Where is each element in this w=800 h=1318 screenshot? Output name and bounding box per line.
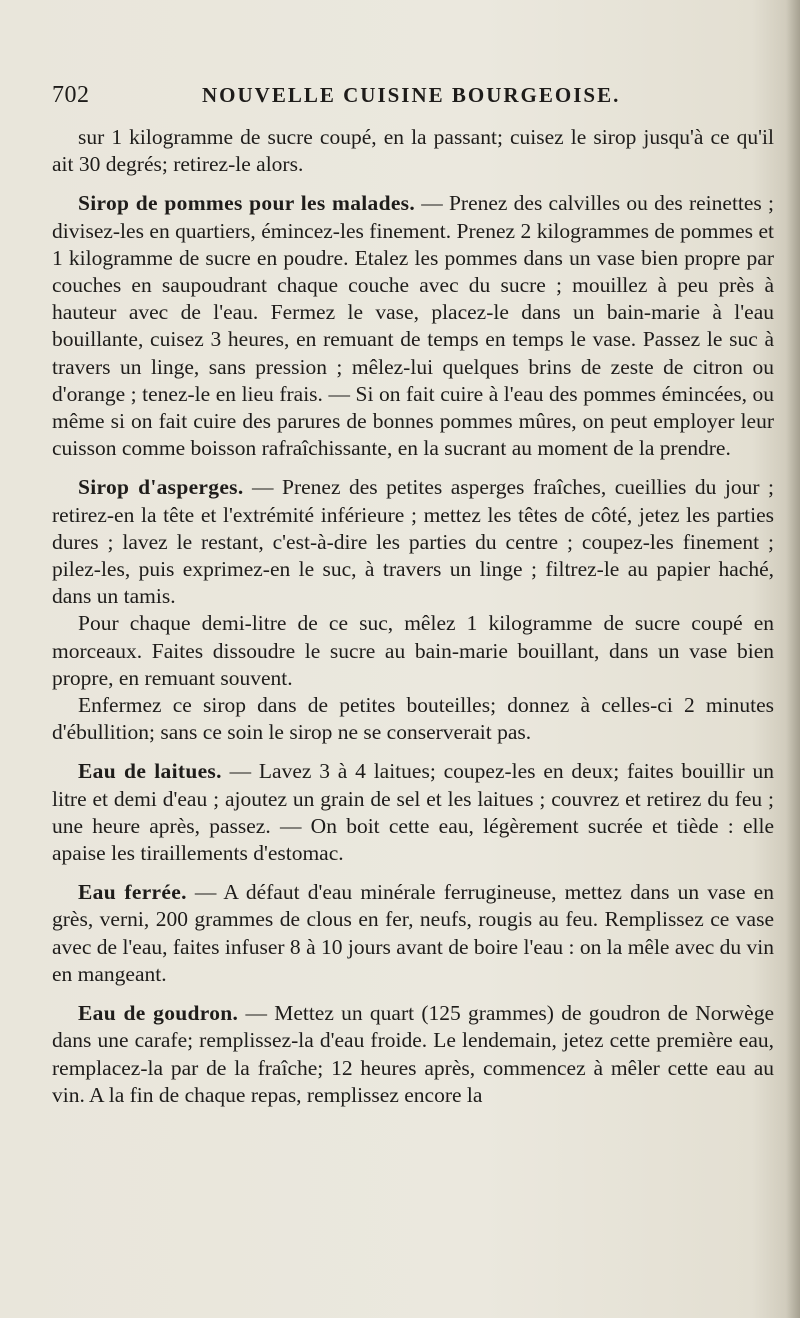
recipe-eau-de-goudron xyxy=(52,1000,774,1109)
recipe-text: — Mettez un quart (125 grammes) de goudron de Norwège dans une carafe; remplissez-la d'eau froide. Le lendemain, jetez cette première eau, remplacez-la par de la fraîche; 12 heures après, commencez à mêler cette eau au vin. A la fin de chaque repas, remplissez encore la xyxy=(52,1001,774,1107)
recipe-sirop-d-asperges xyxy=(52,474,774,610)
recipe-text: — Prenez des calvilles ou des reinettes ; divisez-les en quartiers, émincez-les finement. Prenez 2 kilogrammes de pommes et 1 kilogramme de sucre en poudre. Etalez les pommes dans un vase bien propre par couches en saupoudrant chaque couche avec du sucre ; mouillez à peu près à hauteur avec de l'eau. Fermez le vase, placez-le dans un bain-marie à l'eau bouillante, cuisez 3 heures, en remuant de temps en temps le vase. Passez le suc à travers un linge, sans pression ; mêlez-lui quelques brins de zeste de citron ou d'orange ; tenez-le en lieu frais. — Si on fait cuire à l'eau des pommes émincées, ou même si on fait cuire des parures de bonnes pommes mûres, on peut employer leur cuisson comme boisson rafraîchissante, en la sucrant au moment de la prendre. xyxy=(52,191,774,461)
recipe-text: — Prenez des petites asperges fraîches, cueillies du jour ; retirez-en la tête et l'extrémité inférieure ; mettez les têtes de côté, jetez les parties dures ; lavez le restant, c'est-à-dire les parties du centre ; coupez-les finement ; pilez-les, puis exprimez-en le suc, à travers un linge ; filtrez-le au papier haché, dans un tamis. xyxy=(52,475,774,609)
recipe-title: Eau ferrée. xyxy=(78,880,187,905)
paragraph-continuation xyxy=(52,124,774,178)
page-header xyxy=(52,82,772,112)
recipe-title: Sirop d'asperges. xyxy=(78,475,244,500)
running-title: NOUVELLE CUISINE BOURGEOISE. xyxy=(202,83,621,107)
recipe-sirop-d-asperges-part-2 xyxy=(52,610,774,692)
recipe-text: Pour chaque demi-litre de ce suc, mêlez 1 kilogramme de sucre coupé en morceaux. Faites dissoudre le sucre au bain-marie bouillant, dans un vase bien propre, en remuant souvent. xyxy=(52,611,774,690)
recipe-text: Enfermez ce sirop dans de petites bouteilles; donnez à celles-ci 2 minutes d'ébullition; sans ce soin le sirop ne se conserverait pas. xyxy=(52,693,774,745)
recipe-title: Sirop de pommes pour les malades. xyxy=(78,191,416,216)
recipe-eau-ferree xyxy=(52,879,774,988)
recipe-text: — A défaut d'eau minérale ferrugineuse, mettez dans un vase en grès, verni, 200 grammes de clous en fer, neufs, rougis au feu. Remplissez ce vase avec de l'eau, faites infuser 8 à 10 jours avant de boire l'eau : on la mêle avec du vin en mangeant. xyxy=(52,880,774,986)
recipe-title: Eau de laitues. xyxy=(78,759,222,784)
page-number: 702 xyxy=(52,82,90,108)
page-body xyxy=(52,124,774,1109)
paragraph-text: sur 1 kilogramme de sucre coupé, en la passant; cuisez le sirop jusqu'à ce qu'il ait 30 degrés; retirez-le alors. xyxy=(52,125,774,177)
recipe-sirop-de-pommes xyxy=(52,190,774,462)
recipe-eau-de-laitues xyxy=(52,758,774,867)
recipe-text: — Lavez 3 à 4 laitues; coupez-les en deux; faites bouillir un litre et demi d'eau ; ajoutez un grain de sel et les laitues ; couvrez et retirez du feu ; une heure après, passez. — On boit cette eau, légèrement sucrée et tiède : elle apaise les tiraillements d'estomac. xyxy=(52,759,774,866)
recipe-sirop-d-asperges-part-3 xyxy=(52,692,774,746)
recipe-title: Eau de goudron. xyxy=(78,1001,239,1026)
page-edge-shadow xyxy=(786,0,800,1318)
